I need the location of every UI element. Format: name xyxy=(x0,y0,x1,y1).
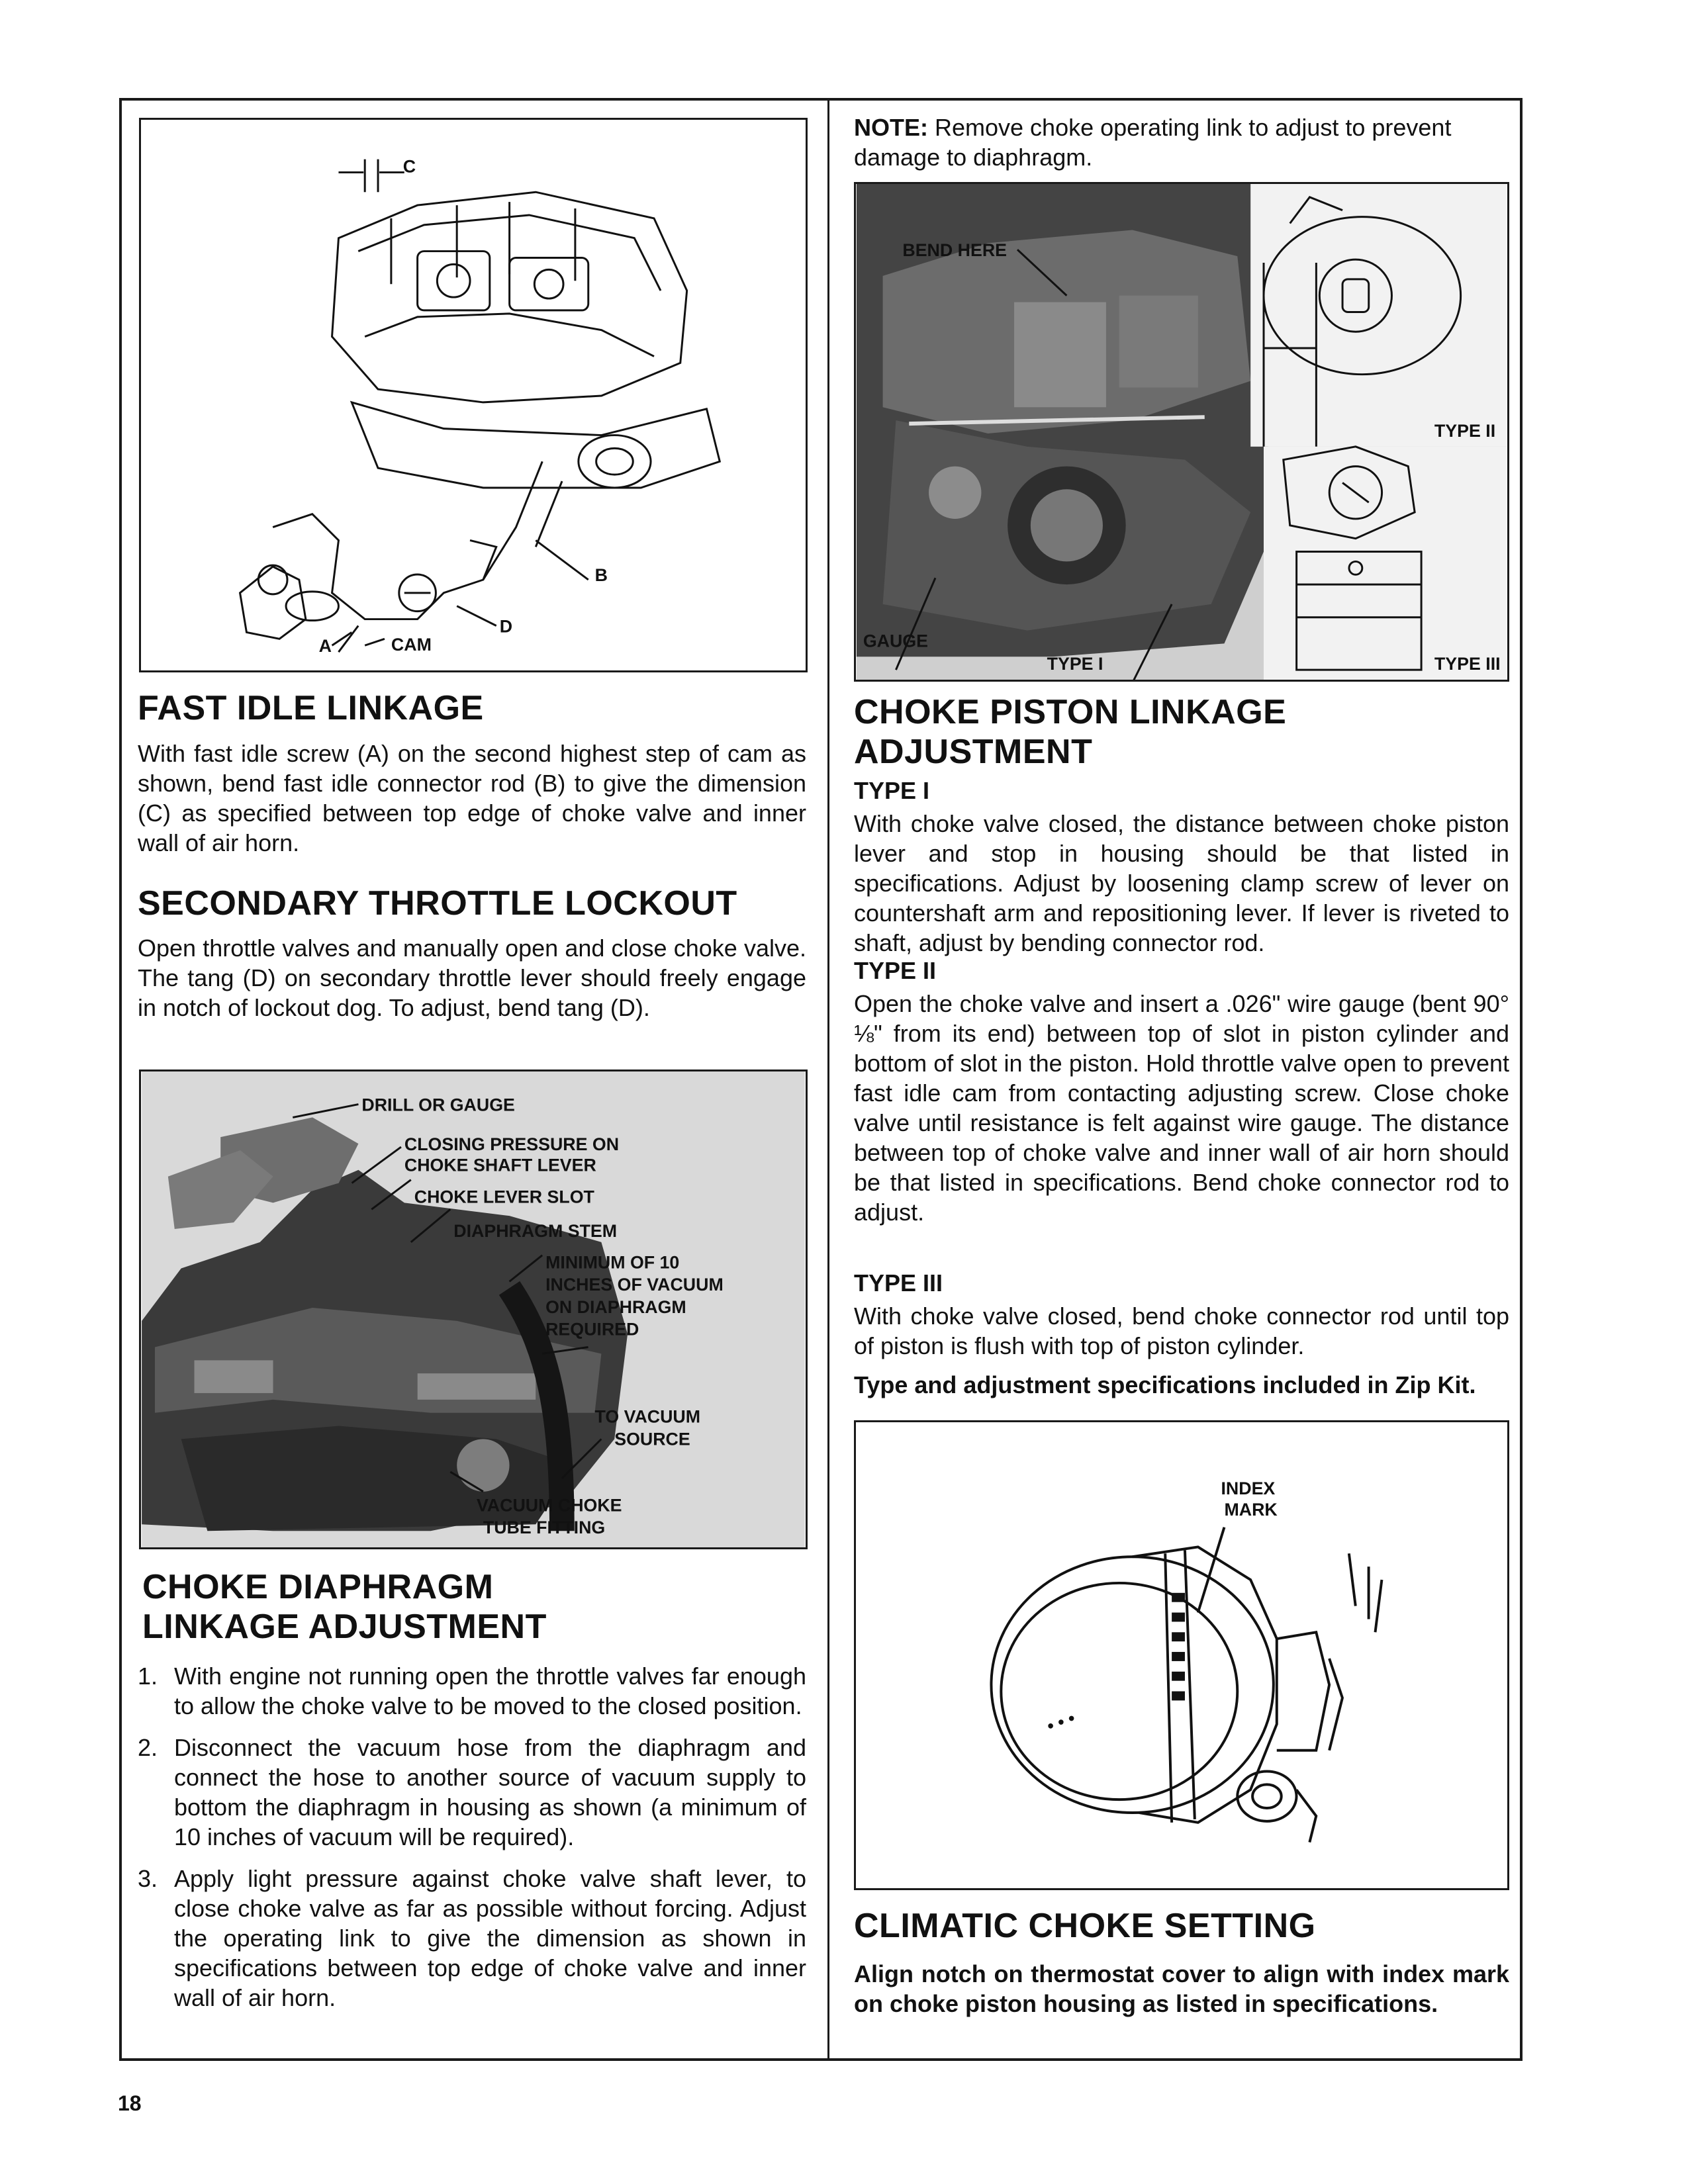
choke-diaphragm-heading-line2: LINKAGE ADJUSTMENT xyxy=(142,1608,547,1646)
choke-piston-figure xyxy=(854,182,1509,682)
step-number: 1. xyxy=(138,1662,158,1690)
type-ii-body: Open the choke valve and insert a .026" wire gauge (bent 90° ⅛" from its end) between top of slot in piston cylinder and bottom of slot in the piston. Hold throttle valve open to prevent fast idle cam from contacting adjusting screw. Close choke valve until resistance is felt against wire gauge. The distance between top of choke valve and inner wall of air horn should be that listed in specifications. Bend choke connector rod to adjust. xyxy=(854,990,1509,1226)
label-cam: CAM xyxy=(391,635,432,655)
label-type-iii: TYPE III xyxy=(1434,654,1501,674)
choke-diaphragm-figure xyxy=(139,1069,808,1549)
label-drill-or-gauge: DRILL OR GAUGE xyxy=(361,1095,515,1115)
label-source: SOURCE xyxy=(614,1429,690,1449)
page-number: 18 xyxy=(118,2091,142,2115)
diaphragm-steps xyxy=(138,1661,806,2025)
fast-idle-linkage-drawing xyxy=(141,120,806,670)
label-minimum-1: MINIMUM OF 10 xyxy=(545,1252,680,1273)
list-item xyxy=(138,1864,806,2013)
step-text: With engine not running open the throttle valves far enough to allow the choke valve to be moved to the closed position. xyxy=(174,1662,806,1719)
secondary-throttle-body: Open throttle valves and manually open and close choke valve. The tang (D) on secondary throttle lever should freely engage in notch of lockout dog. To adjust, bend tang (D). xyxy=(138,934,806,1021)
step-text: Disconnect the vacuum hose from the diaphragm and connect the hose to another source of vacuum supply to bottom the diaphragm in housing as shown (a minimum of 10 inches of vacuum will be required). xyxy=(174,1734,806,1850)
label-choke-lever-slot: CHOKE LEVER SLOT xyxy=(414,1187,594,1207)
secondary-throttle-heading: SECONDARY THROTTLE LOCKOUT xyxy=(138,884,737,923)
label-type-i: TYPE I xyxy=(1047,654,1103,674)
label-mark: MARK xyxy=(1224,1499,1278,1520)
label-a: A xyxy=(318,636,332,657)
type-i-body: With choke valve closed, the distance between choke piston lever and stop in housing should be that listed in specifications. Adjust by loosening clamp screw of lever on countershaft arm and repositioning lever. If lever is riveted to shaft, adjust by bending connector rod. xyxy=(854,810,1509,956)
type-i-heading: TYPE I xyxy=(854,777,930,804)
choke-diaphragm-photo xyxy=(141,1071,806,1547)
label-tube-fitting: TUBE FITTING xyxy=(483,1518,606,1538)
label-diaphragm-stem: DIAPHRAGM STEM xyxy=(453,1220,618,1241)
note-label: NOTE: xyxy=(854,114,928,141)
note-paragraph xyxy=(854,113,1509,172)
label-index: INDEX xyxy=(1221,1479,1276,1499)
label-minimum-3: ON DIAPHRAGM xyxy=(545,1297,686,1317)
thermostat-cover-drawing xyxy=(856,1422,1507,1888)
label-to-vacuum: TO VACUUM xyxy=(594,1406,701,1427)
choke-piston-photo xyxy=(856,184,1507,680)
climatic-choke-body: Align notch on thermostat cover to align with index mark on choke piston housing as listed in specifications. xyxy=(854,1960,1509,2017)
label-minimum-2: INCHES OF VACUUM xyxy=(545,1275,724,1295)
label-minimum-4: REQUIRED xyxy=(545,1319,639,1340)
label-gauge: GAUGE xyxy=(863,631,929,651)
type-ii-heading: TYPE II xyxy=(854,957,937,984)
step-text: Apply light pressure against choke valve shaft lever, to close choke valve as far as possible without forcing. Adjust the operating link to give the dimension as shown in specifications between top edge of choke valve and inner wall of air horn. xyxy=(174,1865,806,2011)
thermostat-marking: • • • xyxy=(1044,1707,1078,1737)
type-iii-heading: TYPE III xyxy=(854,1269,943,1297)
climatic-choke-figure xyxy=(854,1420,1509,1890)
label-d: D xyxy=(499,616,513,637)
column-divider xyxy=(827,101,829,2058)
step-number: 2. xyxy=(138,1734,158,1761)
choke-diaphragm-heading-line1: CHOKE DIAPHRAGM xyxy=(142,1568,494,1606)
label-choke-shaft-lever: CHOKE SHAFT LEVER xyxy=(404,1155,596,1175)
label-vacuum-choke: VACUUM CHOKE xyxy=(476,1495,622,1516)
climatic-choke-heading: CLIMATIC CHOKE SETTING xyxy=(854,1907,1316,1945)
choke-piston-heading-line1: CHOKE PISTON LINKAGE xyxy=(854,693,1287,731)
label-closing-pressure: CLOSING PRESSURE ON xyxy=(404,1134,620,1155)
note-text: Remove choke operating link to adjust to prevent damage to diaphragm. xyxy=(854,114,1452,171)
zip-kit-note: Type and adjustment specifications included in Zip Kit. xyxy=(854,1371,1476,1398)
label-type-ii: TYPE II xyxy=(1434,420,1496,441)
fast-idle-body: With fast idle screw (A) on the second highest step of cam as shown, bend fast idle connector rod (B) to give the dimension (C) as specified between top edge of choke valve and inner wall of air horn. xyxy=(138,740,806,856)
label-bend-here: BEND HERE xyxy=(902,240,1008,261)
list-item xyxy=(138,1661,806,1721)
step-number: 3. xyxy=(138,1865,158,1892)
label-c: C xyxy=(402,156,416,177)
fast-idle-heading: FAST IDLE LINKAGE xyxy=(138,689,484,727)
fast-idle-linkage-figure xyxy=(139,118,808,672)
type-iii-body: With choke valve closed, bend choke connector rod until top of piston is flush with top of piston cylinder. xyxy=(854,1302,1509,1359)
choke-piston-heading-line2: ADJUSTMENT xyxy=(854,733,1093,771)
list-item xyxy=(138,1733,806,1852)
label-b: B xyxy=(594,565,608,585)
